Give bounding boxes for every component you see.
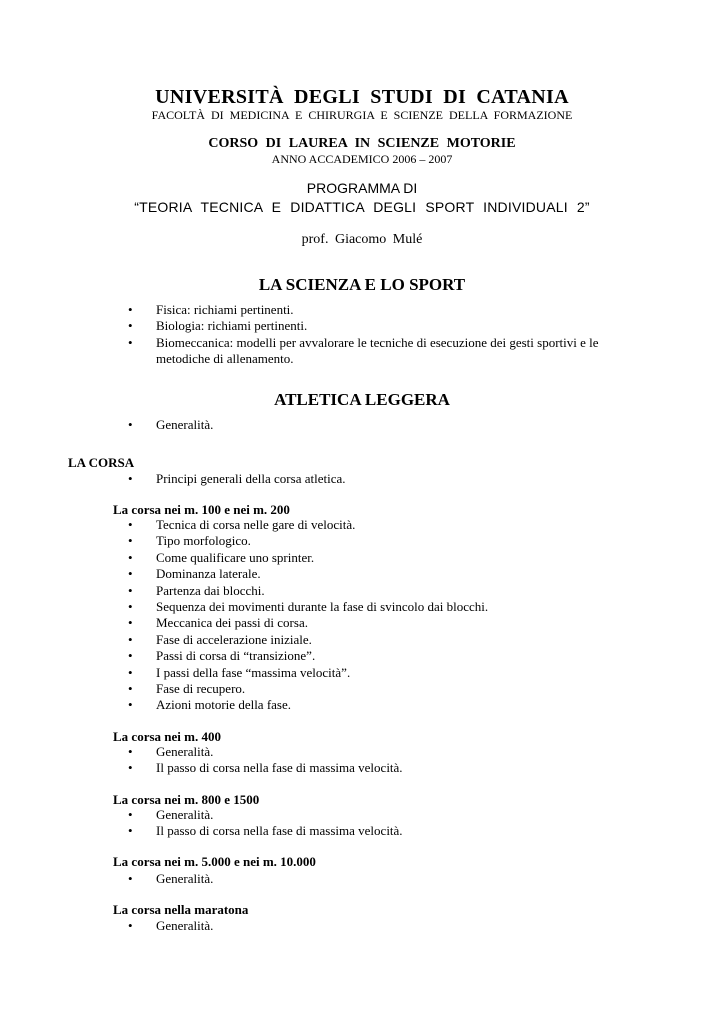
- list-item: • Generalità.: [128, 918, 214, 933]
- subsection-title-5000-10000: La corsa nei m. 5.000 e nei m. 10.000: [113, 854, 316, 869]
- bullet: •: [128, 871, 133, 886]
- list-item: • Principi generali della corsa atletica.: [128, 471, 346, 486]
- bullet: •: [128, 807, 133, 822]
- bullet: •: [128, 471, 133, 486]
- list-item: • Generalità.: [128, 417, 214, 432]
- bullet: •: [128, 318, 133, 334]
- program-subject: “TEORIA TECNICA E DIDATTICA DEGLI SPORT INDIVIDUALI 2”: [134, 199, 590, 215]
- list-item: • Come qualificare uno sprinter.: [128, 549, 315, 565]
- list-item: • Fase di accelerazione iniziale.: [128, 631, 312, 647]
- subsection-5000-10000-list: [128, 871, 628, 887]
- list-item: • Partenza dai blocchi.: [128, 582, 265, 598]
- university-title: UNIVERSITÀ DEGLI STUDI DI CATANIA: [155, 86, 569, 108]
- bullet: •: [128, 417, 133, 432]
- bullet: •: [128, 615, 133, 631]
- list-item: • Il passo di corsa nella fase di massima velocità.: [128, 823, 403, 839]
- bullet: •: [128, 533, 133, 549]
- bullet: •: [128, 760, 133, 776]
- bullet: •: [128, 681, 133, 697]
- bullet: •: [128, 918, 133, 933]
- subsection-title-800-1500: La corsa nei m. 800 e 1500: [113, 792, 260, 807]
- list-item: • Meccanica dei passi di corsa.: [128, 615, 308, 631]
- list-item: • Generalità.: [128, 807, 214, 822]
- subsection-title-400: La corsa nei m. 400: [113, 729, 221, 744]
- list-item: • Fase di recupero.: [128, 681, 246, 697]
- bullet: •: [128, 334, 133, 350]
- list-item: • Biomeccanica: modelli per avvalorare le tecniche di esecuzione dei gesti sportivi e le metodiche di allenamento.: [128, 334, 599, 367]
- list-item: • Biologia: richiami pertinenti.: [128, 318, 308, 334]
- program-heading: PROGRAMMA DI: [306, 180, 418, 196]
- bullet: •: [128, 549, 133, 565]
- list-item: • Generalità.: [128, 744, 214, 759]
- section-title-atletica: ATLETICA LEGGERA: [274, 390, 450, 409]
- list-item: • Passi di corsa di “transizione”.: [128, 648, 316, 664]
- bullet: •: [128, 517, 133, 532]
- list-item: • Dominanza laterale.: [128, 566, 261, 582]
- subsection-maratona-list: [128, 918, 628, 934]
- list-item: • Generalità.: [128, 871, 214, 886]
- list-item: • Azioni motorie della fase.: [128, 697, 292, 713]
- list-item: • Fisica: richiami pertinenti.: [128, 302, 294, 317]
- list-item: • Tecnica di corsa nelle gare di velocità.: [128, 517, 356, 532]
- bullet: •: [128, 648, 133, 664]
- professor-name: prof. Giacomo Mulé: [301, 232, 423, 247]
- bullet: •: [128, 302, 133, 317]
- section-atletica-list: [128, 417, 628, 433]
- subsection-title-maratona: La corsa nella maratona: [113, 902, 249, 917]
- faculty-name: FACOLTÀ DI MEDICINA E CHIRURGIA E SCIENZE DELLA FORMAZIONE: [151, 108, 573, 122]
- section-title-scienza: LA SCIENZA E LO SPORT: [258, 275, 466, 294]
- subsection-title-100-200: La corsa nei m. 100 e nei m. 200: [113, 502, 290, 517]
- la-corsa-heading: LA CORSA: [68, 455, 135, 470]
- bullet: •: [128, 823, 133, 839]
- bullet: •: [128, 697, 133, 713]
- subsection-100-200-list: [128, 517, 628, 714]
- bullet: •: [128, 744, 133, 759]
- academic-year: ANNO ACCADEMICO 2006 – 2007: [271, 152, 453, 166]
- list-item: • Il passo di corsa nella fase di massima velocità.: [128, 760, 403, 776]
- bullet: •: [128, 582, 133, 598]
- list-item: • Tipo morfologico.: [128, 533, 251, 549]
- list-item: • Sequenza dei movimenti durante la fase di svincolo dai blocchi.: [128, 599, 489, 615]
- la-corsa-list: [128, 471, 628, 487]
- course-name: CORSO DI LAUREA IN SCIENZE MOTORIE: [208, 136, 516, 151]
- bullet: •: [128, 664, 133, 680]
- bullet: •: [128, 631, 133, 647]
- subsection-400-list: [128, 744, 628, 777]
- bullet: •: [128, 599, 133, 615]
- bullet: •: [128, 566, 133, 582]
- section-scienza-list: [128, 302, 628, 368]
- list-item: • I passi della fase “massima velocità”.: [128, 664, 351, 680]
- subsection-800-1500-list: [128, 807, 628, 840]
